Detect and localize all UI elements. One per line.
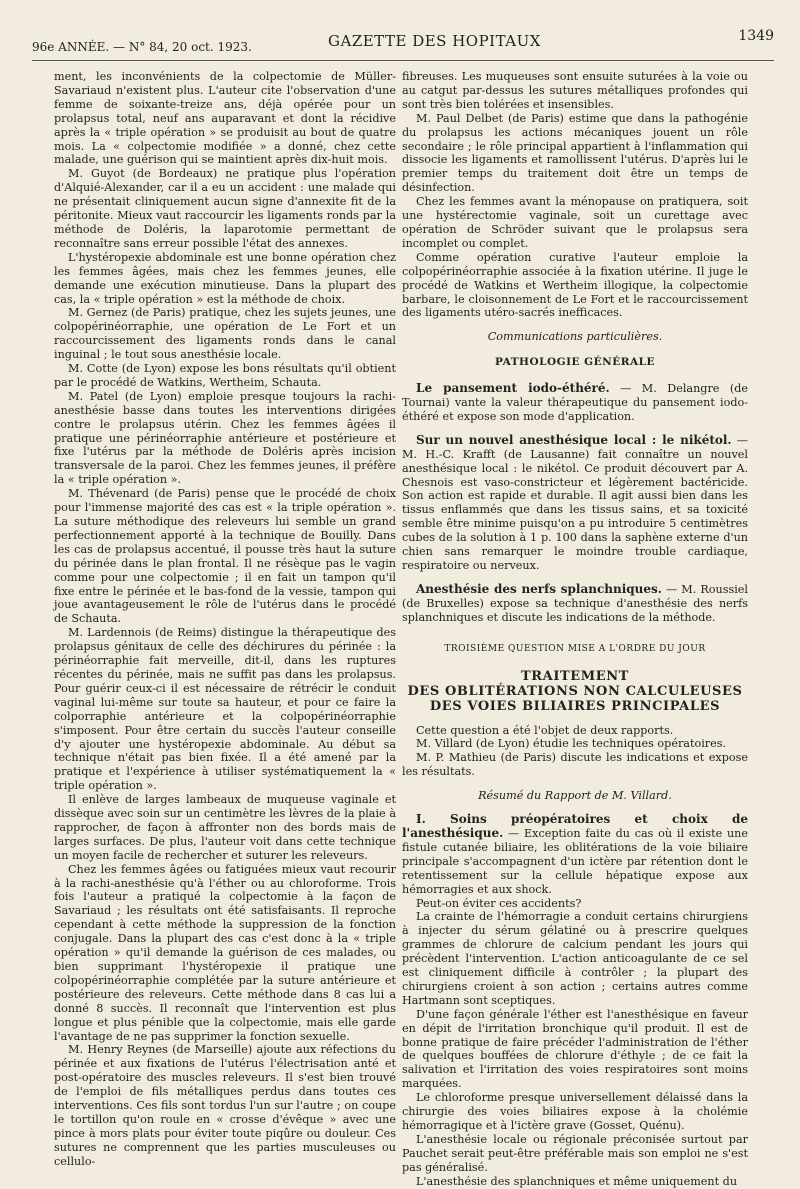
paragraph: Il enlève de larges lambeaux de muqueuse vaginale et dissèque avec soin sur un centimètre les lèvres de la plaie à rapprocher, de façon à affronter non des bords mais de larges surfaces. De plus, l'auteur voit dans cette technique un moyen facile de rechercher et suturer les releveurs. [54, 793, 396, 862]
section-heading: Communications particulières. [487, 330, 663, 344]
page-number: 1349 [738, 28, 774, 44]
communication-item [402, 583, 748, 625]
paragraph: M. Henry Reynes (de Marseille) ajoute aux réfections du périnée et aux fixations de l'utérus l'électrisation anté et post-opératoire des muscles releveurs. Il s'est bien trouvé de l'emploi de fils métalliques perdus dans toutes ces interventions. Ces fils sont tordus l'un sur l'autre ; on coupe le tortillon qu'on roule en « crosse d'évêque » avec une pince à mors plats pour éviter toute piqûre ou douleur. Ces sutures ne comprennent que les parties musculeuses ou cellulo- [54, 1043, 396, 1168]
paragraph: M. Thévenard (de Paris) pense que le procédé de choix pour l'immense majorité des cas est « la triple opération ». La suture méthodique des releveurs lui semble un grand perfectionnement apporté à la technique de Bouilly. Dans les cas de prolapsus accentué, il pousse très haut la suture du périnée dans le plan frontal. Il ne résèque pas le vagin comme pour une colpectomie ; il en fait un tampon qu'il fixe entre le périnée et le bas-fond de la vessie, tampon qui joue avantageusement le rôle de l'utérus dans le procédé de Schauta. [54, 487, 396, 626]
paragraph: fibreuses. Les muqueuses sont ensuite suturées à la voie ou au catgut par-dessus les sutures métalliques profondes qui sont très bien tolérées et insensibles. [402, 70, 748, 111]
paragraph: L'anesthésie locale ou régionale préconisée surtout par Pauchet serait peut-être préférable mais son emploi ne s'est pas généralisé. [402, 1132, 748, 1174]
paragraph: M. Gernez (de Paris) pratique, chez les sujets jeunes, une colpopérinéorraphie, une opération de Le Fort et un raccourcissement des ligaments ronds dans le canal inguinal ; le tout sous anesthésie locale. [54, 306, 396, 362]
paragraph: D'une façon générale l'éther est l'anesthésique en faveur en dépit de l'irritation bronchique qu'il produit. Il est de bonne pratique de faire précéder l'administration de l'éther de quelques bouffées de chlorure d'éthyle ; de ce fait la salivation et l'irritation des voies respiratoires sont moins marquées. [402, 1007, 748, 1091]
header-rule [32, 60, 774, 61]
question-kicker: TROISIÈME QUESTION MISE A L'ORDRE DU JOUR [444, 643, 706, 654]
report-summary-heading: Résumé du Rapport de M. Villard. [478, 789, 672, 803]
paragraph: M. Lardennois (de Reims) distingue la thérapeutique des prolapsus génitaux de celle des déchirures du périnée : la périnéorraphie fait merveille, dit-il, dans les ruptures récentes du périnée, mais ne suffit pas dans les prolapsus. Pour guérir ceux-ci il est nécessaire de rétrécir le conduit vaginal lui-même sur toute sa hauteur, et pour ce faire la colporraphie antérieure et la colpopérinéorraphie s'imposent. Pour être certain du succès l'auteur conseille d'y ajouter une hystéropexie abdominale. Au début sa technique n'était pas bien fixée. Il a été amené par la pratique et l'expérience à utiliser systématiquement la « triple opération ». [54, 626, 396, 793]
item-title: Anesthésie des nerfs splanchniques. [416, 581, 662, 596]
communication-item [402, 434, 748, 573]
right-column [402, 70, 748, 1189]
item-text: — M. H.-C. Krafft (de Lausanne) fait connaître un nouvel anesthésique local : le nikétol. Ce produit découvert par A. Chesnois est vaso-constricteur et légèrement bactéricide. Son action est rapide et durable. Il agit aussi bien dans les tissus enflammés que dans les tissus sains, et sa toxicité semble être minime puisqu'on a pu introduire 5 centimètres cubes de la solution à 1 p. 100 dans la saphène externe d'un chien sans remarquer le moindre trouble cardiaque, respiratoire ou nerveux. [402, 433, 748, 572]
item-text: — M. Roussiel (de Bruxelles) expose sa technique d'anesthésie des nerfs splanchniques et discute les indications de la méthode. [402, 582, 748, 624]
paragraph: Le chloroforme presque universellement délaissé dans la chirurgie des voies biliaires expose à la cholémie hémorragique et à l'ictère grave (Gosset, Quénu). [402, 1091, 748, 1132]
issue-info: 96e ANNÉE. — N° 84, 20 oct. 1923. [32, 40, 252, 54]
paragraph: M. Guyot (de Bordeaux) ne pratique plus l'opération d'Alquié-Alexander, car il a eu un accident : une malade qui ne présentait cliniquement aucun signe d'annexite fit de la péritonite. Mieux vaut raccourcir les ligaments ronds par la méthode de Doléris, la laparotomie permettant de reconnaître sans erreur possible l'état des annexes. [54, 167, 396, 250]
journal-title: GAZETTE DES HOPITAUX [328, 32, 541, 50]
page-header [32, 28, 774, 56]
paragraph: M. Patel (de Lyon) emploie presque toujours la rachi-anesthésie basse dans toutes les interventions dirigées contre le prolapsus utérin. Chez les femmes âgées il pratique une périnéorraphie antérieure et postérieure et fixe l'utérus par la méthode de Doléris après incision transversale de la paroi. Chez les femmes jeunes, il préfère la « triple opération ». [54, 389, 396, 487]
item-title: Sur un nouvel anesthésique local : le nikétol. [416, 432, 732, 447]
question-title-line3: DES VOIES BILIAIRES PRINCIPALES [429, 698, 721, 714]
item-title: Le pansement iodo-éthéré. [416, 381, 610, 396]
paragraph: La crainte de l'hémorragie a conduit certains chirurgiens à injecter du sérum gélatiné ou à prescrire quelques grammes de chlorure de calcium pendant les jours qui précèdent l'intervention. L'action anticoagulante de ce sel est cliniquement difficile à contrôler ; la plupart des chirurgiens croient à son action ; certains autres comme Hartmann sont sceptiques. [402, 910, 748, 1007]
paragraph: L'anesthésie des splanchniques et même uniquement du [416, 1174, 738, 1188]
paragraph: Cette question a été l'objet de deux rapports. [416, 723, 674, 737]
question-title-line1: TRAITEMENT [520, 668, 630, 684]
paragraph: M. Villard (de Lyon) étudie les techniques opératoires. [416, 737, 727, 751]
paragraph: Comme opération curative l'auteur emploie la colpopérinéorraphie associée à la fixation utérine. Il juge le procédé de Watkins et Wertheim illogique, la colpectomie barbare, le cloisonnement de Le Fort et le raccourcissement des ligaments utéro-sacrés inefficaces. [402, 250, 748, 320]
paragraph: M. Paul Delbet (de Paris) estime que dans la pathogénie du prolapsus les actions mécaniques jouent un rôle secondaire ; le rôle principal appartient à l'inflammation qui dissocie les ligaments et ramollissent l'utérus. D'après lui le premier temps du traitement doit être un temps de désinfection. [402, 111, 748, 195]
paragraph: Chez les femmes avant la ménopause on pratiquera, soit une hystérectomie vaginale, soit un curettage avec opération de Schröder suivant que le prolapsus sera incomplet ou complet. [402, 195, 748, 250]
left-column [54, 70, 396, 1169]
paragraph: Peut-on éviter ces accidents? [416, 896, 582, 910]
paragraph: L'hystéropexie abdominale est une bonne opération chez les femmes âgées, mais chez les femmes jeunes, elle demande une exécution minutieuse. Dans la plupart des cas, la « triple opération » est la méthode de choix. [54, 250, 396, 306]
question-title-line2: DES OBLITÉRATIONS NON CALCULEUSES [407, 683, 743, 699]
section-text: — Exception faite du cas où il existe une fistule cutanée biliaire, les oblitérations de la voie biliaire principale s'accompagnent d'un ictère par rétention dont le retentissement sur la cellule hépatique expose aux hémorragies et aux shock. [402, 826, 748, 896]
section-title: I. Soins préopératoires et choix de l'anesthésique. [402, 812, 748, 840]
item-text: — M. Delangre (de Tournai) vante la valeur thérapeutique du pansement iodo-éthéré et expose son mode d'application. [402, 382, 748, 423]
paragraph: Chez les femmes âgées ou fatiguées mieux vaut recourir à la rachi-anesthésie qu'à l'éther ou au chloroforme. Trois fois l'auteur a pratiqué la colpectomie à la façon de Savariaud ; les résultats ont été satisfaisants. Il reproche cependant à cette méthode la suppression de la fonction conjugale. Dans la plupart des cas c'est donc à la « triple opération » qu'il demande la guérison de ces malades, ou bien supprimant l'hystéropexie il pratique une colpopérinéorraphie complétée par la suture antérieure et postérieure des releveurs. Cette méthode dans 8 cas lui a donné 8 succès. Il reconnaît que l'intervention est plus longue et plus pénible que la colpectomie, mais elle garde l'avantage de ne pas supprimer la fonction sexuelle. [54, 862, 396, 1043]
paragraph: M. P. Mathieu (de Paris) discute les indications et expose les résultats. [402, 751, 748, 779]
report-section [402, 813, 748, 896]
section-subheading: PATHOLOGIE GÉNÉRALE [495, 356, 655, 369]
paragraph: M. Cotte (de Lyon) expose les bons résultats qu'il obtient par le procédé de Watkins, Wertheim, Schauta. [54, 362, 396, 389]
paragraph: ment, les inconvénients de la colpectomie de Müller-Savariaud n'existent plus. L'auteur cite l'observation d'une femme de soixante-treize ans, déjà opérée pour un prolapsus total, neuf ans auparavant et dont la récidive après la « triple opération » se produisit au bout de quatre mois. La « colpectomie modifiée » a donné, chez cette malade, une guérison qui se maintient après dix-huit mois. [54, 70, 396, 167]
communication-item [402, 382, 748, 424]
